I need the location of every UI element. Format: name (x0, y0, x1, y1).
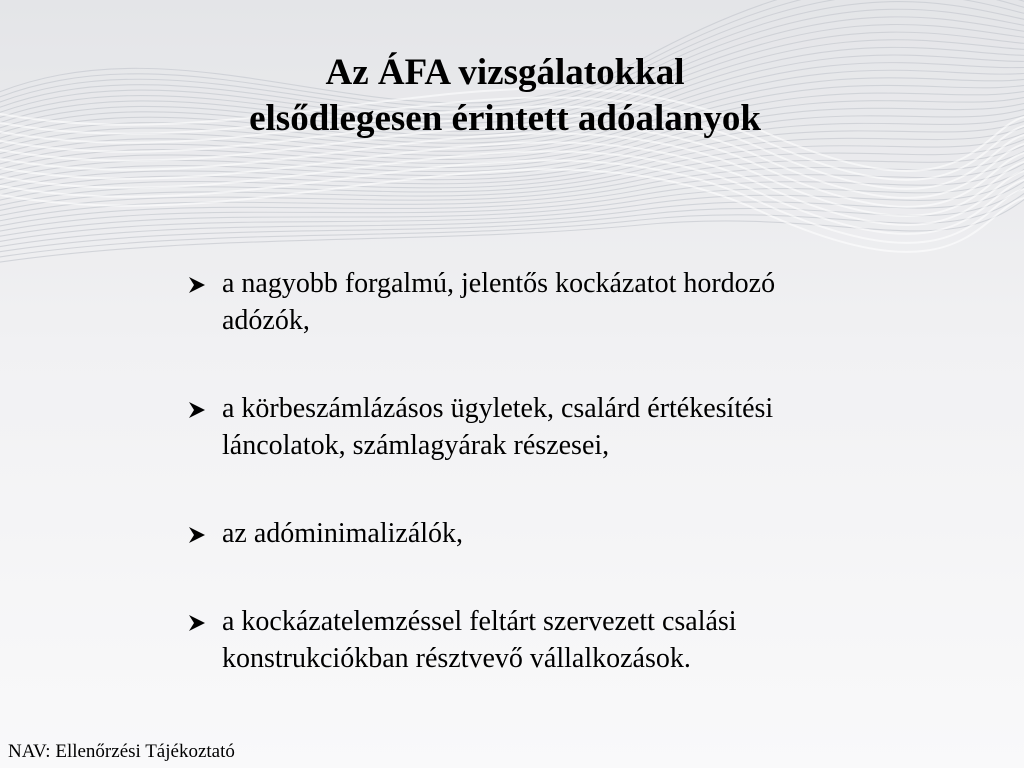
bullet-4-line-2: konstrukciókban résztvevő vállalkozások. (222, 643, 691, 674)
bullet-4-line-1: a kockázatelemzéssel feltárt szervezett csalási (222, 606, 737, 637)
bullet-3-line-1: az adóminimalizálók, (222, 518, 464, 549)
slide-title (150, 50, 860, 142)
bullet-list (188, 265, 908, 677)
bullet-2-line-1: a körbeszámlázásos ügyletek, csalárd értékesítési (222, 393, 774, 424)
slide-title-line-2: elsődlegesen érintett adóalanyok (249, 98, 761, 139)
bullet-1-line-1: a nagyobb forgalmú, jelentős kockázatot hordozó (222, 268, 776, 299)
bullet-2-line-2: láncolatok, számlagyárak részesei, (222, 430, 610, 461)
arrowhead-icon (188, 526, 206, 544)
arrowhead-icon (188, 614, 206, 632)
bullet-item-3 (188, 515, 908, 552)
bullet-item-2 (188, 390, 908, 464)
arrowhead-icon (188, 401, 206, 419)
bullet-item-1 (188, 265, 908, 339)
bullet-item-4 (188, 603, 908, 677)
arrowhead-icon (188, 276, 206, 294)
bullet-1-line-2: adózók, (222, 305, 310, 336)
slide-title-line-1: Az ÁFA vizsgálatokkal (325, 52, 685, 93)
footer-text: NAV: Ellenőrzési Tájékoztató (8, 741, 235, 762)
